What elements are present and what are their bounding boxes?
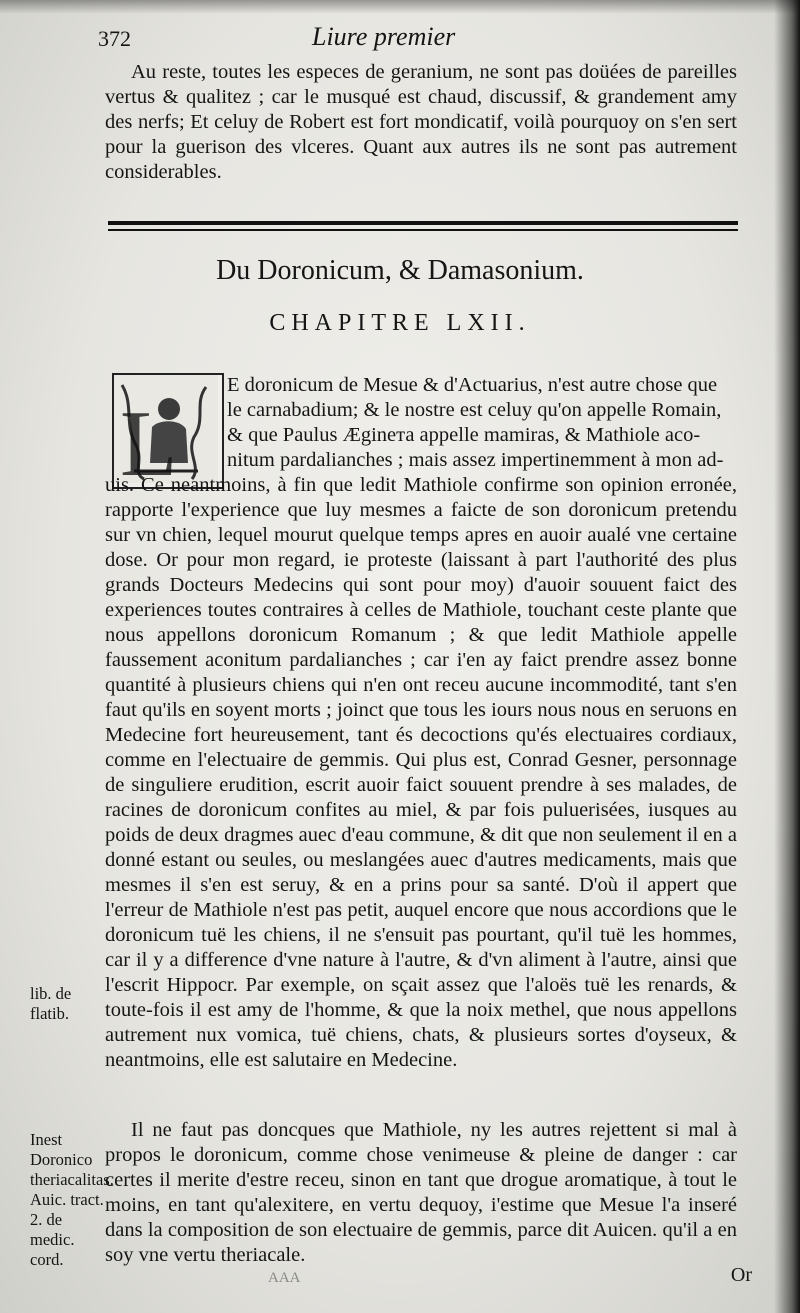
page-header — [0, 20, 800, 54]
chapter-number: CHAPITRE LXII. — [269, 310, 531, 336]
dropcap-letter: L — [120, 392, 178, 483]
main-paragraph: uis. Ce neantmoins, à fin que ledit Mathiole confirme son opinion erronée, rapporte l'experience que luy mesmes a faicte de son doronicum pretendu sur vn chien, lequel mourut quelque temps apres en auoir aualé vne certaine dose. Or pour mon regard, ie proteste (laissant à part l'authorité des plus grands Docteurs Medecins qui sont pour moy) d'auoir souuent faict des experiences toutes contraires à celles de Mathiole, touchant ceste plante que nous appellons doronicum Romanum ; & que ledit Mathiole appelle faussement aconitum pardalianches ; car i'en ay faict prendre assez bonne quantité à plusieurs chiens qui n'en ont receu aucune incommodité, tant s'en faut qu'ils en soyent morts ; joinct que tous les iours nous nous en seruons en Medecine fort heureusement, tant és decoctions qu'és electuaires cordiaux, comme en l'electuaire de gemmis. Qui plus est, Conrad Gesner, personnage de singuliere erudition, escrit auoir faict souuent prendre à ses malades, de racines de doronicum confites au miel, & par fois puluerisées, iusques au poids de deux dragmes auec d'eau commune, & dit que non seulement il en a donné estant ou seules, ou meslangées auec d'autres medicaments, mais que mesmes il s'en est seruy, & en a prins pour sa santé. D'où il appert que l'erreur de Mathiole n'est pas petit, auquel encore que nous accordions que le doronicum tuë les chiens, il ne s'ensuit pas pourtant, qu'il tuë les hommes, car il y a difference d'vne nature à l'autre, & d'vn aliment à l'autre, ainsi que l'escrit Hippocr. Par exemple, on sçait assez que l'aloës tuë les renards, & toute-fois il est amy de l'homme, & que la noix methel, que nous appellons autrement nux vomica, tuë chiens, chats, & plusieurs sortes d'oyseux, & neantmoins, elle est salutaire en Medecine. — [105, 474, 737, 1071]
body-line: nitum pardalianches ; mais assez impertinemment à mon ad- — [227, 449, 724, 471]
dropcap-side-lines — [227, 373, 737, 473]
signature-mark: AAA — [268, 1270, 301, 1286]
final-paragraph: Il ne faut pas doncques que Mathiole, ny les autres rejettent si mal à propos le doronicum, comme chose venimeuse & pleine de danger : car certes il merite d'estre receu, sinon en tant que drogue aromatique, à tout le moins, en tant qu'alexitere, en vertu dequoy, i'estime que Mesue l'a inseré dans la composition de son electuaire de gemmis, parce dit Auicen. qu'il a en soy vne vertu theriacale. — [105, 1119, 737, 1266]
chapter-divider-thin — [108, 229, 738, 231]
body-line: E doronicum de Mesue & d'Actuarius, n'est autre chose que — [227, 374, 718, 396]
margin-note: Inest Doronico theriacalitas. Auic. tract. 2. de medic. cord. — [30, 1130, 114, 1269]
page-gutter-shadow — [774, 0, 800, 1313]
chapter-divider-thick — [108, 221, 738, 225]
page-top-shadow — [0, 0, 800, 14]
body-line: & que Paulus Æginета appelle mamiras, & Mathiole aco- — [227, 424, 701, 446]
running-title: Liure premier — [312, 22, 456, 51]
chapter-title: Du Doronicum, & Damasonium. — [216, 255, 584, 286]
page-number: 372 — [98, 26, 131, 51]
body-line: le carnabadium; & le nostre est celuy qu'on appelle Romain, — [227, 399, 722, 421]
catchword: Or — [730, 1264, 752, 1286]
intro-paragraph: Au reste, toutes les especes de geranium, ne sont pas doüées de pareilles vertus & qualitez ; car le musqué est chaud, discussif, & grandement amy des nerfs; Et celuy de Robert est fort mondicatif, voilà pourquoy on s'en sert pour la guerison des vlceres. Quant aux autres ils ne sont pas autrement considerables. — [105, 61, 737, 183]
margin-note: lib. de flatib. — [30, 984, 72, 1023]
chapter-body — [105, 373, 737, 1073]
